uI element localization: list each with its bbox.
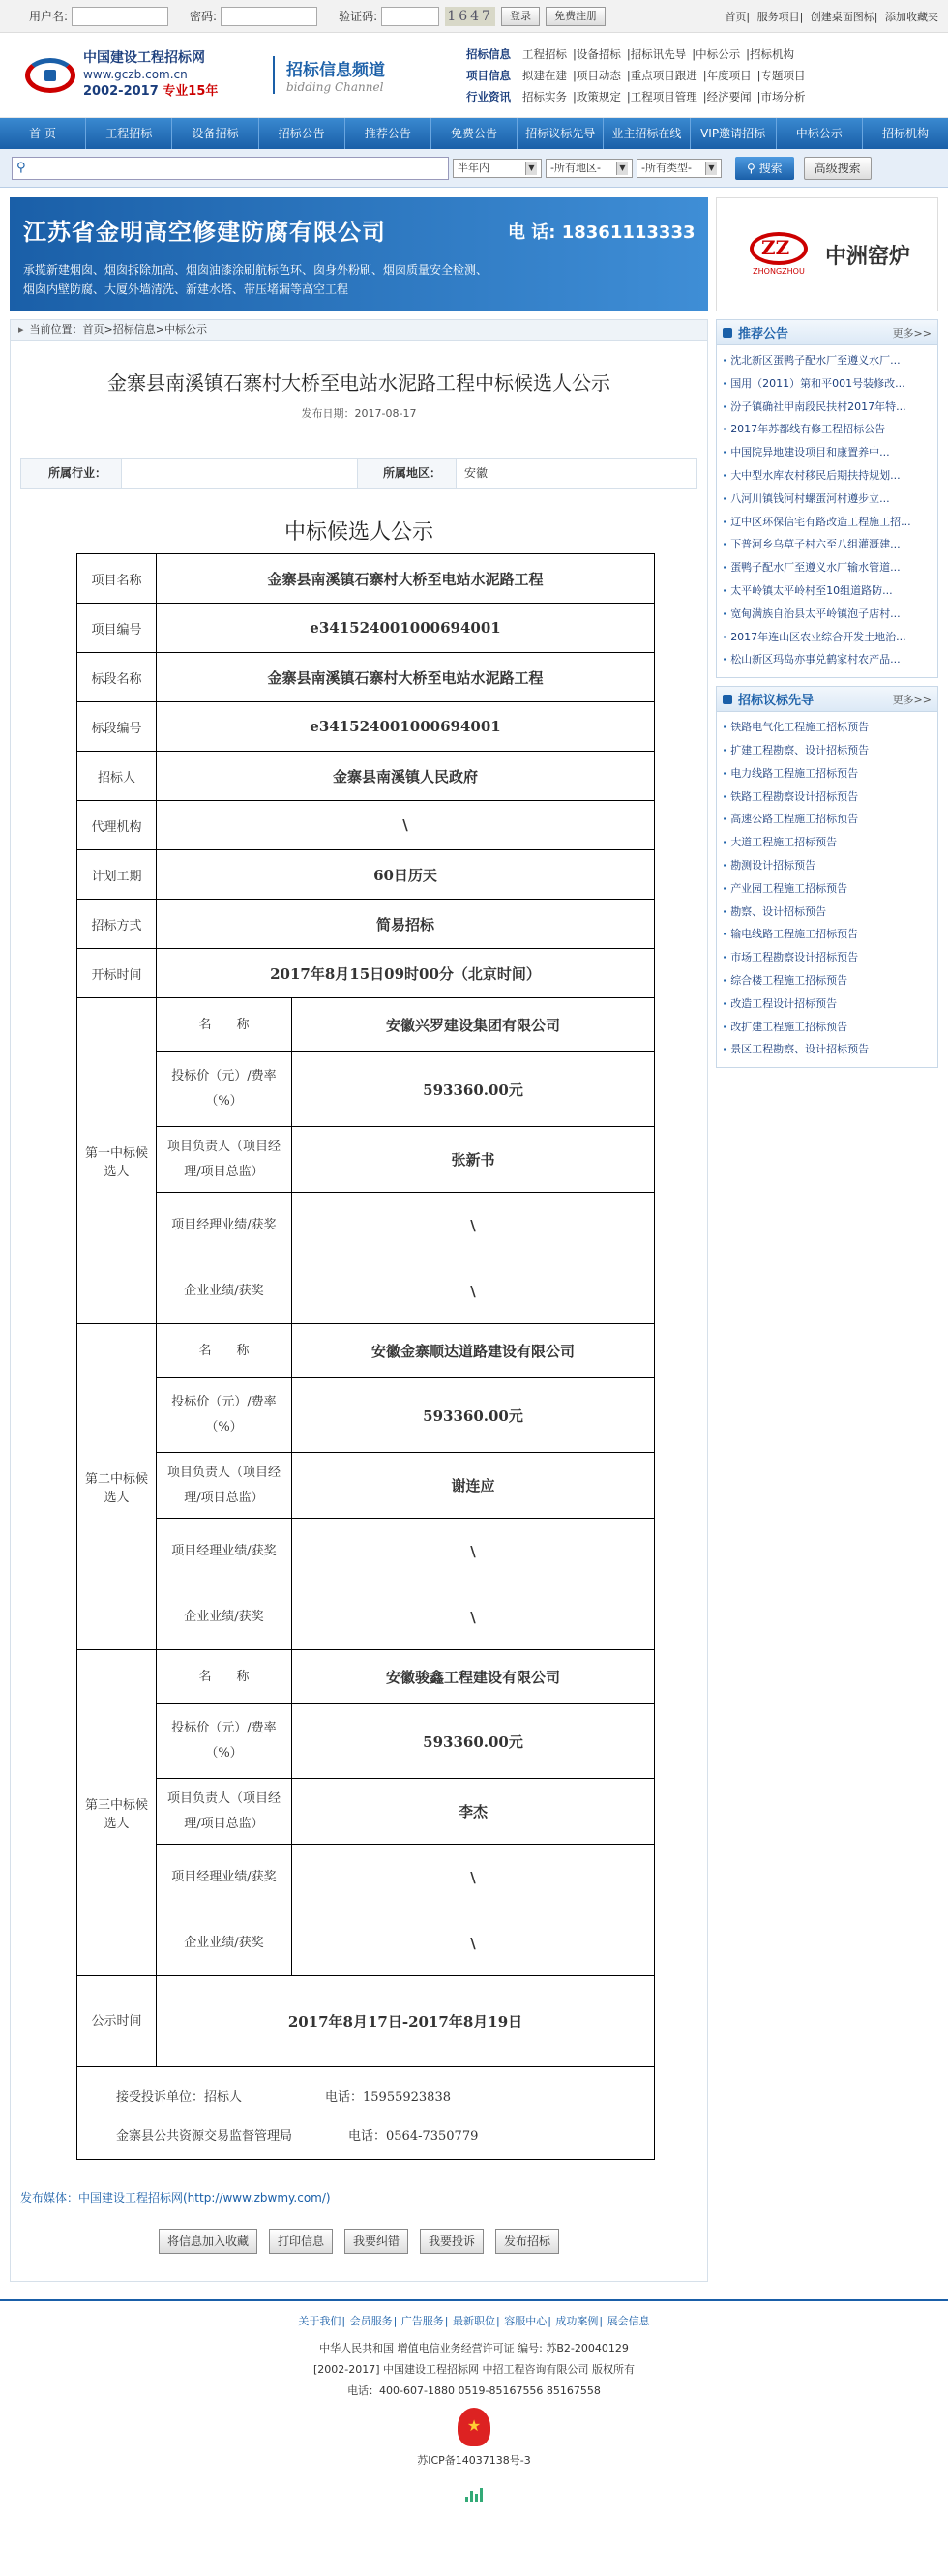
- header-nav-item[interactable]: 招标机构: [750, 46, 794, 61]
- complaint-contacts: [76, 2067, 655, 2160]
- nav-bid-guide[interactable]: 招标议标先导: [518, 118, 604, 149]
- industry-value: [122, 459, 358, 488]
- candidate-name: 安徽兴罗建设集团有限公司: [292, 998, 655, 1052]
- sub-label: 企业业绩/获奖: [157, 1910, 292, 1976]
- logo-url: www.gczb.com.cn: [83, 68, 188, 81]
- list-item[interactable]: · 景区工程勘察、设计招标预告: [723, 1038, 932, 1061]
- list-item[interactable]: · 改扩建工程施工招标预告: [723, 1016, 932, 1039]
- sub-label: 投标价（元）/费率（%）: [157, 1704, 292, 1779]
- header-nav-item[interactable]: 经济要闻: [706, 89, 752, 104]
- list-item[interactable]: · 大道工程施工招标预告: [723, 831, 932, 854]
- header-nav-head[interactable]: 招标信息: [466, 46, 511, 61]
- meta-info: [20, 458, 697, 489]
- table-row: [77, 801, 655, 850]
- header-nav-item[interactable]: 年度项目: [706, 68, 752, 82]
- list-item[interactable]: · 蛋鸭子配水厂至遵义水厂输水管道...: [723, 556, 932, 579]
- captcha-input[interactable]: [381, 7, 439, 26]
- nav-bid-notices[interactable]: 招标公告: [259, 118, 345, 149]
- list-item[interactable]: · 大中型水库农村移民后期扶持规划...: [723, 464, 932, 488]
- table-row: [77, 1193, 655, 1258]
- candidate-manager-performance: \: [292, 1845, 655, 1910]
- sidebar-ad[interactable]: [716, 197, 938, 311]
- candidate-price: 593360.00元: [292, 1704, 655, 1779]
- candidate-name: 安徽骏鑫工程建设有限公司: [292, 1650, 655, 1704]
- password-input[interactable]: [221, 7, 317, 26]
- banner-company: 江苏省金明高空修建防腐有限公司: [23, 219, 386, 246]
- footer-copyright: [2002-2017] 中国建设工程招标网 中招工程咨询有限公司 版权所有: [312, 2363, 636, 2376]
- type-select[interactable]: -所有类型- ▼: [637, 159, 722, 178]
- logo-icon: [21, 52, 79, 99]
- header-nav-item[interactable]: 专题项目: [760, 68, 806, 82]
- header-nav-item[interactable]: 市场分析: [760, 89, 806, 104]
- sub-label: 投标价（元）/费率（%）: [157, 1378, 292, 1453]
- password-label: 密码:: [190, 10, 218, 23]
- section-icon: [723, 328, 732, 338]
- sub-label: 项目负责人（项目经理/项目总监）: [157, 1453, 292, 1519]
- captcha-label: 验证码:: [339, 10, 378, 23]
- list-item[interactable]: · 太平岭镇太平岭村至10组道路防...: [723, 579, 932, 603]
- chevron-down-icon: ▼: [616, 162, 628, 175]
- add-favorite-button[interactable]: 将信息加入收藏: [159, 2229, 257, 2254]
- list-item[interactable]: · 勘测设计招标预告: [723, 854, 932, 877]
- sub-label: 项目经理业绩/获奖: [157, 1845, 292, 1910]
- table-row: [77, 998, 655, 1052]
- police-badge-icon[interactable]: [458, 2408, 490, 2446]
- chevron-down-icon: ▼: [525, 162, 537, 175]
- list-item[interactable]: · 扩建工程勘察、设计招标预告: [723, 739, 932, 762]
- nav-recommended[interactable]: 推荐公告: [345, 118, 431, 149]
- breadcrumb-text[interactable]: 当前位置：首页>招标信息>中标公示: [29, 323, 207, 336]
- search-icon: ⚲: [747, 161, 755, 175]
- header-nav-item[interactable]: 设备招标: [576, 46, 621, 61]
- candidate-manager-performance: \: [292, 1193, 655, 1258]
- table-row: [77, 554, 655, 604]
- table-row: [77, 1976, 655, 2067]
- header-nav-item[interactable]: 中标公示: [696, 46, 741, 61]
- footer-phone: 电话：400-607-1880 0519-85167556 85167558: [347, 2384, 601, 2397]
- row-value: 金寨县南溪镇石寨村大桥至电站水泥路工程: [157, 653, 655, 702]
- table-row: [77, 1052, 655, 1127]
- header-nav-item[interactable]: 招标讯先导: [630, 46, 687, 61]
- recommended-more-link[interactable]: 更多>>: [892, 326, 932, 340]
- candidate-table: [76, 553, 655, 2067]
- publish-date: 发布日期：2017-08-17: [301, 407, 417, 420]
- table-row: [77, 1378, 655, 1453]
- footer-icp[interactable]: 苏ICP备14037138号-3: [417, 2454, 531, 2467]
- search-bar: [0, 149, 948, 188]
- row-value: e341524001000694001: [157, 702, 655, 752]
- header-nav-row: 项目信息 拟建在建 | 项目动态 | 重点项目跟进 | 年度项目 | 专题项目: [466, 65, 812, 86]
- company-banner[interactable]: [10, 197, 708, 311]
- nav-agencies[interactable]: 招标机构: [881, 127, 929, 140]
- channel-title: 招标信息频道 bidding Channel: [273, 56, 447, 94]
- list-item[interactable]: · 下普河乡乌草子村六至八组灌溉建...: [723, 533, 932, 556]
- row-value: 金寨县南溪镇石寨村大桥至电站水泥路工程: [157, 554, 655, 604]
- sidebar: [716, 197, 938, 2282]
- list-item[interactable]: · 勘察、设计招标预告: [723, 901, 932, 924]
- notice-period-value: 2017年8月17日-2017年8月19日: [157, 1976, 655, 2067]
- nav-engineering-bids[interactable]: 工程招标: [86, 118, 172, 149]
- candidate-enterprise-performance: \: [292, 1910, 655, 1976]
- report-error-button[interactable]: 我要纠错: [344, 2229, 408, 2254]
- table-row: [77, 1519, 655, 1584]
- table-row: [77, 604, 655, 653]
- footer-link-jobs[interactable]: 最新职位: [453, 2315, 495, 2327]
- list-item[interactable]: · 中国院异地建设项目和康置养中...: [723, 441, 932, 464]
- logo-slogan: 2002-2017 专业15年: [83, 84, 219, 99]
- list-item[interactable]: · 沈北新区蛋鸭子配水厂至遵义水厂...: [723, 349, 932, 372]
- footer-link-about[interactable]: 关于我们: [298, 2315, 341, 2327]
- top-links: 首页| 服务项目| 创建桌面图标| 添加收藏夹: [725, 10, 938, 23]
- sub-label: 项目负责人（项目经理/项目总监）: [157, 1127, 292, 1193]
- nav-vip-bids[interactable]: VIP邀请招标: [691, 118, 777, 149]
- header-nav-item[interactable]: 重点项目跟进: [630, 68, 697, 82]
- header-nav: [466, 44, 812, 107]
- list-item[interactable]: · 辽中区环保信宅有路改造工程施工招...: [723, 511, 932, 534]
- supervision-tel: 电话：0564-7350779: [348, 2129, 479, 2144]
- candidate-manager-performance: \: [292, 1519, 655, 1584]
- region-label: 所属地区：: [358, 459, 457, 488]
- complaint-unit: 接受投诉单位：招标人: [116, 2090, 243, 2105]
- footer-link-cases[interactable]: 成功案例: [555, 2315, 599, 2327]
- row-label: 项目编号: [77, 604, 157, 653]
- login-button[interactable]: 登录: [501, 7, 540, 26]
- sub-label: 项目负责人（项目经理/项目总监）: [157, 1779, 292, 1845]
- table-row: [77, 850, 655, 900]
- login-bar: [0, 0, 948, 33]
- table-row: [77, 653, 655, 702]
- nav-equipment-bids[interactable]: 设备招标: [172, 118, 258, 149]
- candidate-price: 593360.00元: [292, 1378, 655, 1453]
- ad-brand: 中洲窑炉: [824, 244, 910, 269]
- row-value: \: [157, 801, 655, 850]
- list-item[interactable]: · 综合楼工程施工招标预告: [723, 969, 932, 992]
- table-row: [77, 1258, 655, 1324]
- candidate-rank: 第二中标候选人: [77, 1324, 157, 1650]
- region-select[interactable]: -所有地区- ▼: [546, 159, 633, 178]
- table-row: [77, 1324, 655, 1378]
- table-row: [77, 900, 655, 949]
- publish-bid-button[interactable]: 发布招标: [495, 2229, 559, 2254]
- candidate-manager: 张新书: [292, 1127, 655, 1193]
- candidate-price: 593360.00元: [292, 1052, 655, 1127]
- recommended-title: 推荐公告: [738, 327, 789, 341]
- site-logo[interactable]: [21, 50, 253, 100]
- footer-link-service-center[interactable]: 容服中心: [504, 2315, 548, 2327]
- advanced-search-button[interactable]: 高级搜索: [804, 157, 872, 180]
- row-label: 开标时间: [77, 949, 157, 998]
- bid-guide-more-link[interactable]: 更多>>: [892, 693, 932, 706]
- industry-label: 所属行业：: [21, 459, 122, 488]
- register-button[interactable]: 免费注册: [546, 7, 606, 26]
- breadcrumb: [10, 319, 708, 341]
- row-label: 标段编号: [77, 702, 157, 752]
- candidate-rank: 第三中标候选人: [77, 1650, 157, 1976]
- row-label: 招标方式: [77, 900, 157, 949]
- table-title: 中标候选人公示: [283, 520, 433, 545]
- bid-guide-box: [716, 686, 938, 1068]
- content-area: [0, 188, 948, 2282]
- list-item[interactable]: · 电力线路工程施工招标预告: [723, 762, 932, 785]
- sub-label: 项目经理业绩/获奖: [157, 1193, 292, 1258]
- row-value: 60日历天: [157, 850, 655, 900]
- zhongzhou-logo-icon: ZZ ZHONGZHOU: [744, 230, 814, 279]
- top-link-services[interactable]: 服务项目: [756, 10, 800, 23]
- bid-guide-title: 招标议标先导: [738, 694, 815, 709]
- candidate-rank: 第一中标候选人: [77, 998, 157, 1324]
- list-item[interactable]: · 松山新区玛岛亦事兑鹤家村农产品...: [723, 648, 932, 671]
- username-label: 用户名:: [29, 10, 69, 23]
- sub-label: 企业业绩/获奖: [157, 1258, 292, 1324]
- header-nav-row: 行业资讯 招标实务 | 政策规定 | 工程项目管理 | 经济要闻 | 市场分析: [466, 86, 812, 107]
- main-nav: [0, 118, 948, 149]
- search-icon: ⚲: [16, 161, 26, 175]
- nav-free-notices[interactable]: 免费公告: [431, 118, 518, 149]
- footer-links: 关于我们| 会员服务| 广告服务| 最新职位| 容服中心| 成功案例| 展会信息: [298, 2315, 650, 2327]
- top-link-desktop-icon[interactable]: 创建桌面图标: [810, 10, 874, 23]
- row-label: 代理机构: [77, 801, 157, 850]
- complain-button[interactable]: 我要投诉: [420, 2229, 484, 2254]
- sub-label: 项目经理业绩/获奖: [157, 1519, 292, 1584]
- row-label: 标段名称: [77, 653, 157, 702]
- sub-label: 企业业绩/获奖: [157, 1584, 292, 1650]
- section-icon: [723, 695, 732, 704]
- nav-home[interactable]: 首 页: [0, 118, 86, 149]
- list-item[interactable]: · 汾子镇确社甲南段民扶村2017年特...: [723, 396, 932, 419]
- row-label: 项目名称: [77, 554, 157, 604]
- header-nav-item[interactable]: 工程项目管理: [630, 89, 697, 104]
- banner-desc: 承揽新建烟囱、烟囱拆除加高、烟囱油漆涂刷航标色环、囱身外粉刷、烟囱质量安全检测、 烟囱内壁防腐、大厦外墙清洗、新建水塔、带压堵漏等高空工程: [23, 263, 489, 296]
- candidate-name: 安徽金寨顺达道路建设有限公司: [292, 1324, 655, 1378]
- table-row: [77, 752, 655, 801]
- header-nav-item[interactable]: 工程招标: [522, 46, 567, 61]
- period-select[interactable]: 半年内 ▼: [453, 159, 542, 178]
- logo-name: 中国建设工程招标网: [83, 50, 205, 66]
- list-item[interactable]: · 铁路电气化工程施工招标预告: [723, 716, 932, 739]
- candidate-enterprise-performance: \: [292, 1584, 655, 1650]
- row-label: 计划工期: [77, 850, 157, 900]
- list-item[interactable]: · 输电线路工程施工招标预告: [723, 923, 932, 946]
- sub-label: 名 称: [157, 1324, 292, 1378]
- row-label: 招标人: [77, 752, 157, 801]
- arrow-icon: ▸: [18, 323, 24, 336]
- header-nav-item[interactable]: 项目动态: [576, 68, 621, 82]
- captcha-image[interactable]: 1647: [445, 7, 495, 26]
- banner-tel: 电 话: 18361113333: [508, 222, 696, 243]
- site-header: [0, 33, 948, 118]
- table-row: [77, 1127, 655, 1193]
- list-item[interactable]: · 改造工程设计招标预告: [723, 992, 932, 1016]
- table-row: [77, 702, 655, 752]
- footer-link-ads[interactable]: 广告服务: [400, 2315, 444, 2327]
- supervision-unit: 金寨县公共资源交易监督管理局: [116, 2129, 293, 2144]
- main-column: [10, 197, 708, 2282]
- list-item[interactable]: · 铁路工程勘察设计招标预告: [723, 785, 932, 809]
- search-button[interactable]: ⚲ 搜索: [735, 157, 794, 180]
- list-item[interactable]: · 2017年苏都线有修工程招标公告: [723, 418, 932, 441]
- table-row: [77, 1910, 655, 1976]
- nav-award-notices[interactable]: 中标公示: [777, 118, 863, 149]
- sub-label: 名 称: [157, 998, 292, 1052]
- header-nav-head[interactable]: 项目信息: [466, 68, 511, 82]
- table-row: [77, 1584, 655, 1650]
- list-item[interactable]: · 2017年连山区农业综合开发土地治...: [723, 626, 932, 649]
- footer-link-exhibitions[interactable]: 展会信息: [607, 2315, 650, 2327]
- table-row: [77, 1779, 655, 1845]
- candidate-enterprise-performance: \: [292, 1258, 655, 1324]
- top-link-home[interactable]: 首页: [725, 10, 747, 23]
- header-nav-item[interactable]: 招标实务: [522, 89, 567, 104]
- notice-period-label: 公示时间: [77, 1976, 157, 2067]
- chevron-down-icon: ▼: [705, 162, 717, 175]
- publish-media-link[interactable]: 发布媒体：中国建设工程招标网(http://www.zbwmy.com/): [20, 2191, 331, 2205]
- table-row: [77, 1845, 655, 1910]
- row-value: 金寨县南溪镇人民政府: [157, 752, 655, 801]
- candidate-manager: 谢连应: [292, 1453, 655, 1519]
- search-input[interactable]: [12, 157, 449, 180]
- candidate-manager: 李杰: [292, 1779, 655, 1845]
- region-value: 安徽: [457, 459, 696, 488]
- notice-document: [10, 341, 708, 2282]
- header-nav-item[interactable]: 拟建在建: [522, 68, 567, 82]
- header-nav-head[interactable]: 行业资讯: [466, 89, 511, 104]
- list-item[interactable]: · 产业园工程施工招标预告: [723, 877, 932, 901]
- recommended-box: [716, 319, 938, 678]
- table-row: [77, 1704, 655, 1779]
- row-value: 2017年8月15日09时00分（北京时间）: [157, 949, 655, 998]
- list-item[interactable]: · 八河川镇钱河村螺蛋河村遵步立...: [723, 488, 932, 511]
- footer-license: 中华人民共和国 增值电信业务经营许可证 编号: 苏B2-20040129: [319, 2342, 629, 2354]
- table-row: [77, 1453, 655, 1519]
- footer-link-membership[interactable]: 会员服务: [349, 2315, 393, 2327]
- list-item[interactable]: · 宽甸满族自治县太平岭镇泡子店村...: [723, 603, 932, 626]
- sub-label: 名 称: [157, 1650, 292, 1704]
- complaint-tel: 电话：15955923838: [325, 2090, 451, 2105]
- row-value: 简易招标: [157, 900, 655, 949]
- action-buttons: [20, 2229, 697, 2254]
- top-link-favorite[interactable]: 添加收藏夹: [885, 10, 938, 23]
- list-item[interactable]: · 高速公路工程施工招标预告: [723, 808, 932, 831]
- list-item[interactable]: · 市场工程勘察设计招标预告: [723, 946, 932, 969]
- row-value: e341524001000694001: [157, 604, 655, 653]
- sub-label: 投标价（元）/费率（%）: [157, 1052, 292, 1127]
- header-nav-item[interactable]: 政策规定: [576, 89, 621, 104]
- header-nav-row: 招标信息 工程招标 | 设备招标 | 招标讯先导 | 中标公示 | 招标机构: [466, 44, 812, 65]
- nav-owner-bids[interactable]: 业主招标在线: [604, 118, 690, 149]
- page-title: 金寨县南溪镇石寨村大桥至电站水泥路工程中标候选人公示: [107, 371, 610, 395]
- stats-icon[interactable]: [464, 2485, 484, 2502]
- table-row: [77, 949, 655, 998]
- site-footer: [0, 2299, 948, 2502]
- print-button[interactable]: 打印信息: [269, 2229, 333, 2254]
- table-row: [77, 1650, 655, 1704]
- username-input[interactable]: [72, 7, 168, 26]
- list-item[interactable]: · 国用（2011）第和平001号装修改...: [723, 372, 932, 396]
